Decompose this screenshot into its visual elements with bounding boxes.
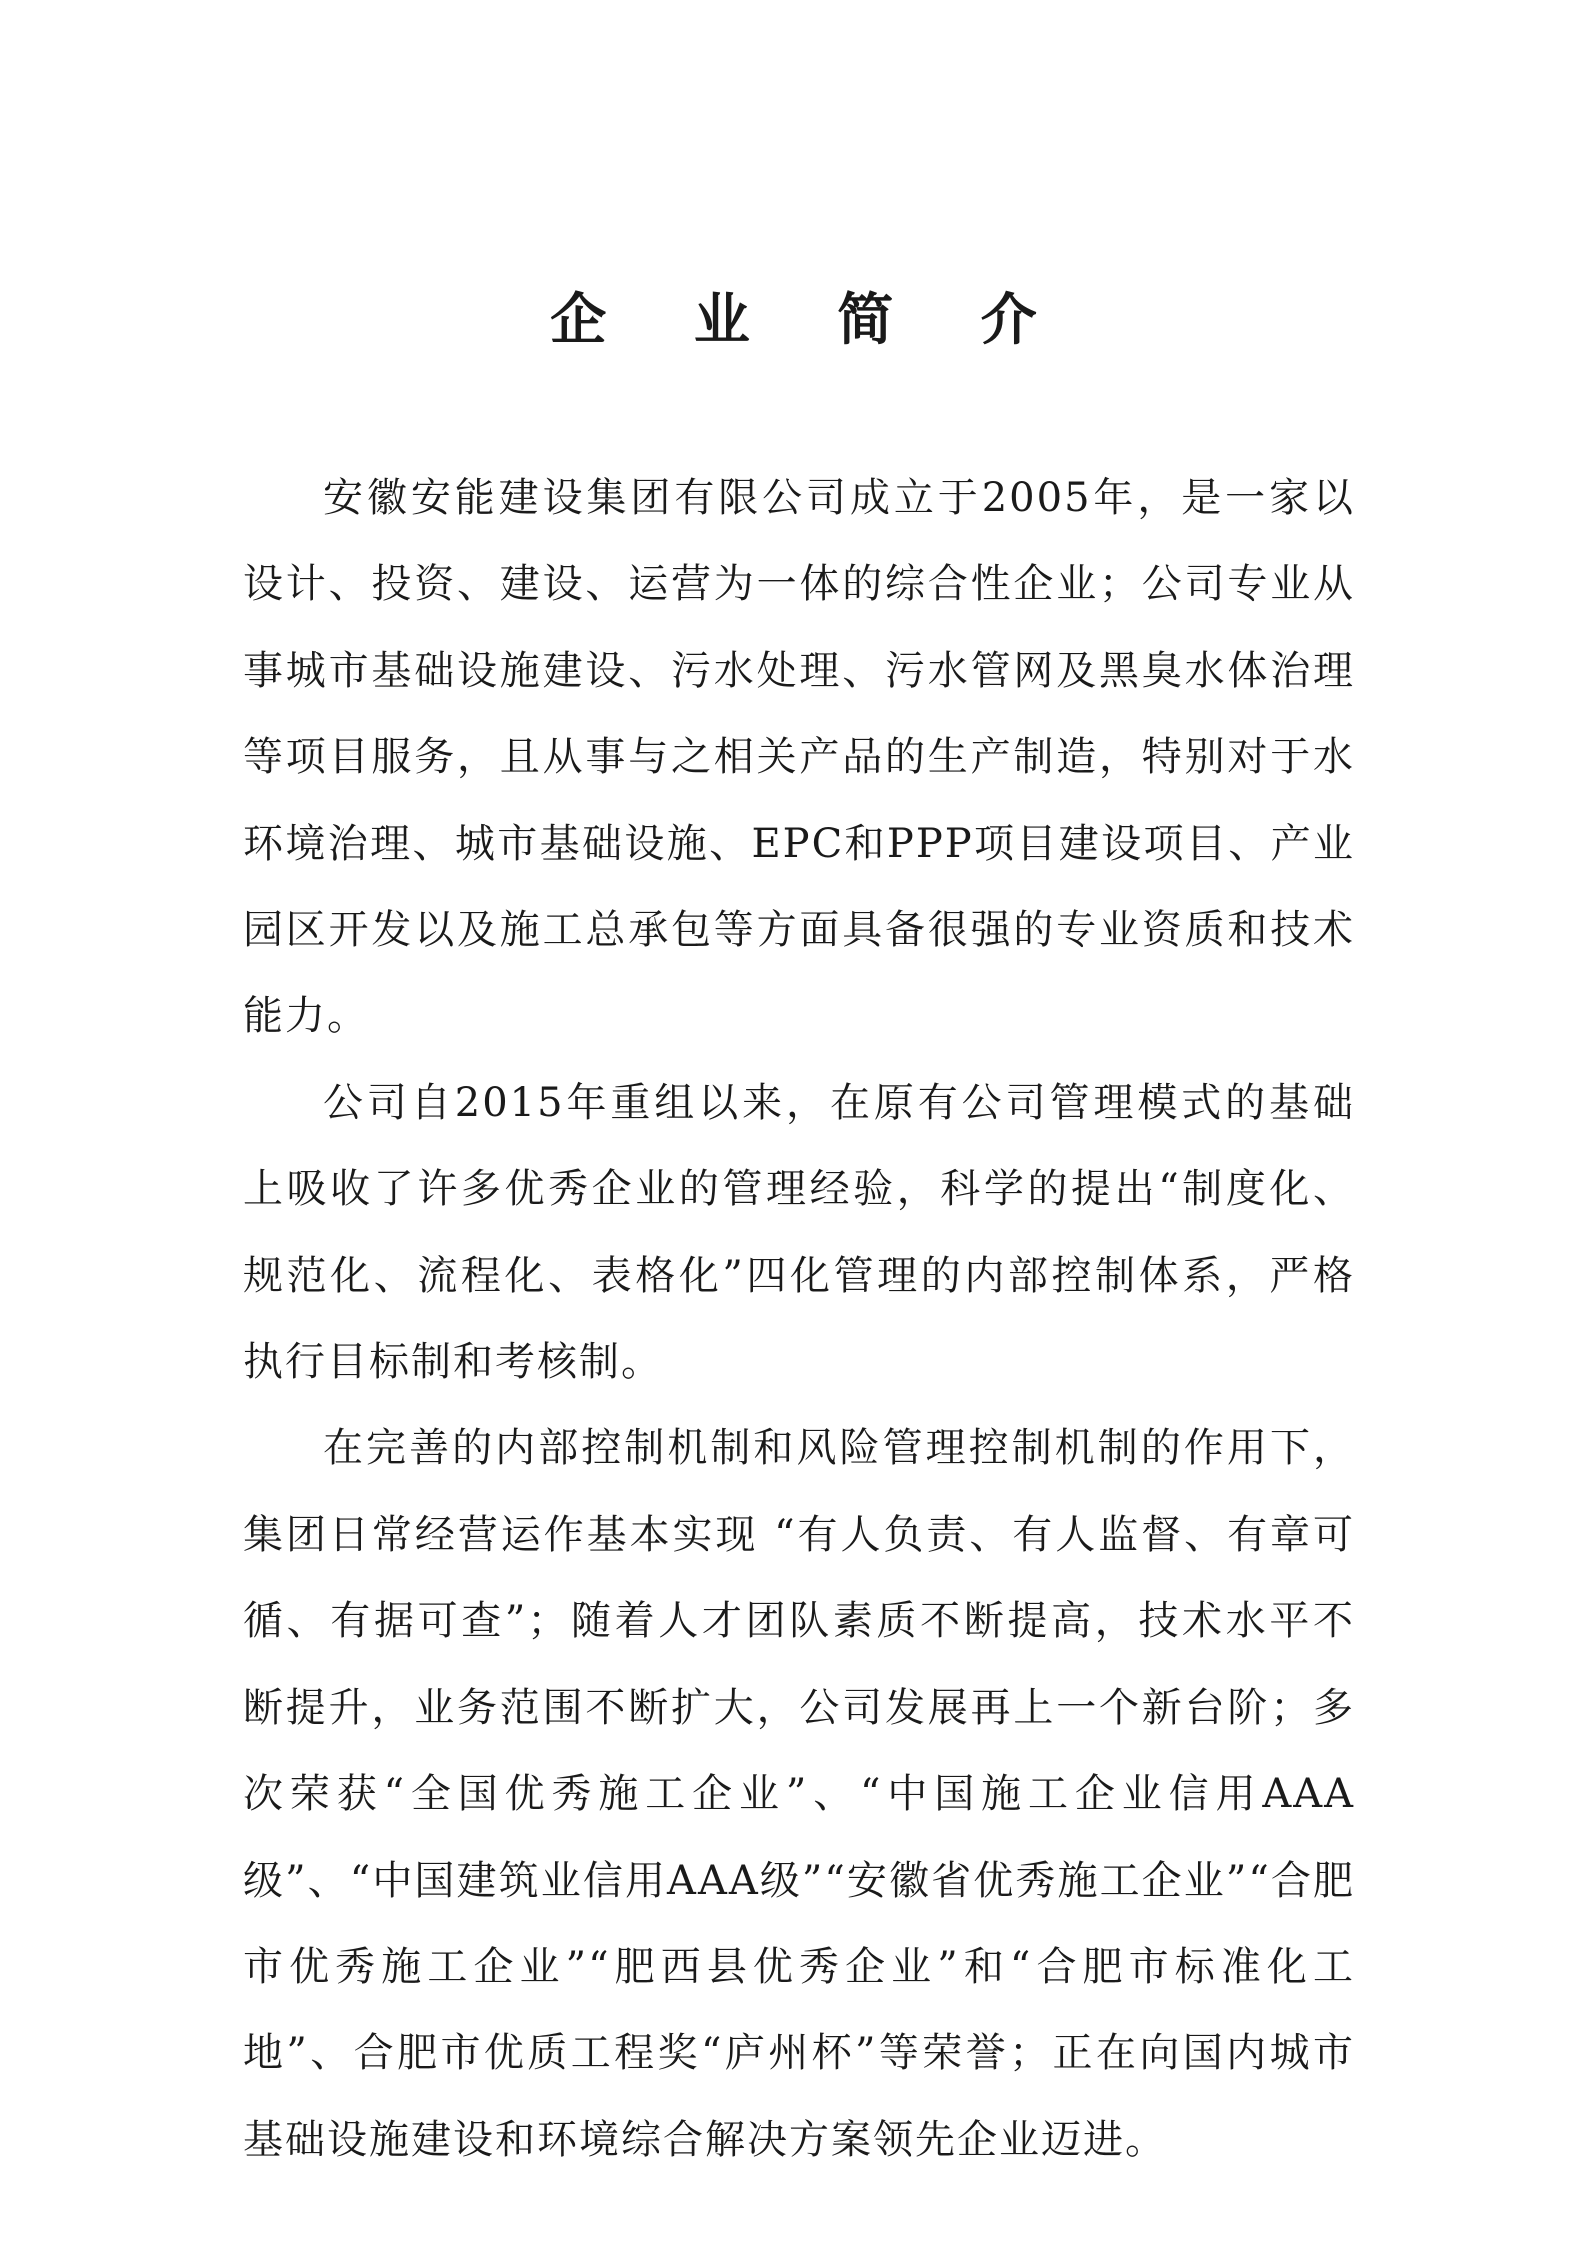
paragraph-company-overview: 安徽安能建设集团有限公司成立于2005年，是一家以设计、投资、建设、运营为一体的综合性企业；公司专业从事城市基础设施建设、污水处理、污水管网及黑臭水体治理等项目服务，且从事与之相关产品的生产制造，特别对于水环境治理、城市基础设施、EPC和PPP项目建设项目、产业园区开发以及施工总承包等方面具备很强的专业资质和技术能力。 <box>243 475 1355 1040</box>
paragraph-management-system: 公司自2015年重组以来，在原有公司管理模式的基础上吸收了许多优秀企业的管理经验，科学的提出“制度化、规范化、流程化、表格化”四化管理的内部控制体系，严格执行目标制和考核制。 <box>243 1079 1355 1386</box>
document-body <box>243 455 1355 2183</box>
page-title: 企 业 简 介 <box>550 287 1071 353</box>
paragraph-honors: 在完善的内部控制机制和风险管理控制机制的作用下，集团日常经营运作基本实现 “有人负责、有人监督、有章可循、有据可查”；随着人才团队素质不断提高，技术水平不断提升，业务范围不断扩大，公司发展再上一个新台阶；多次荣获“全国优秀施工企业”、“中国施工企业信用AAA级”、“中国建筑业信用AAA级”“安徽省优秀施工企业”“合肥市优秀施工企业”“肥西县优秀企业”和“合肥市标准化工地”、合肥市优质工程奖“庐州杯”等荣誉；正在向国内城市基础设施建设和环境综合解决方案领先企业迈进。 <box>243 1425 1355 2163</box>
